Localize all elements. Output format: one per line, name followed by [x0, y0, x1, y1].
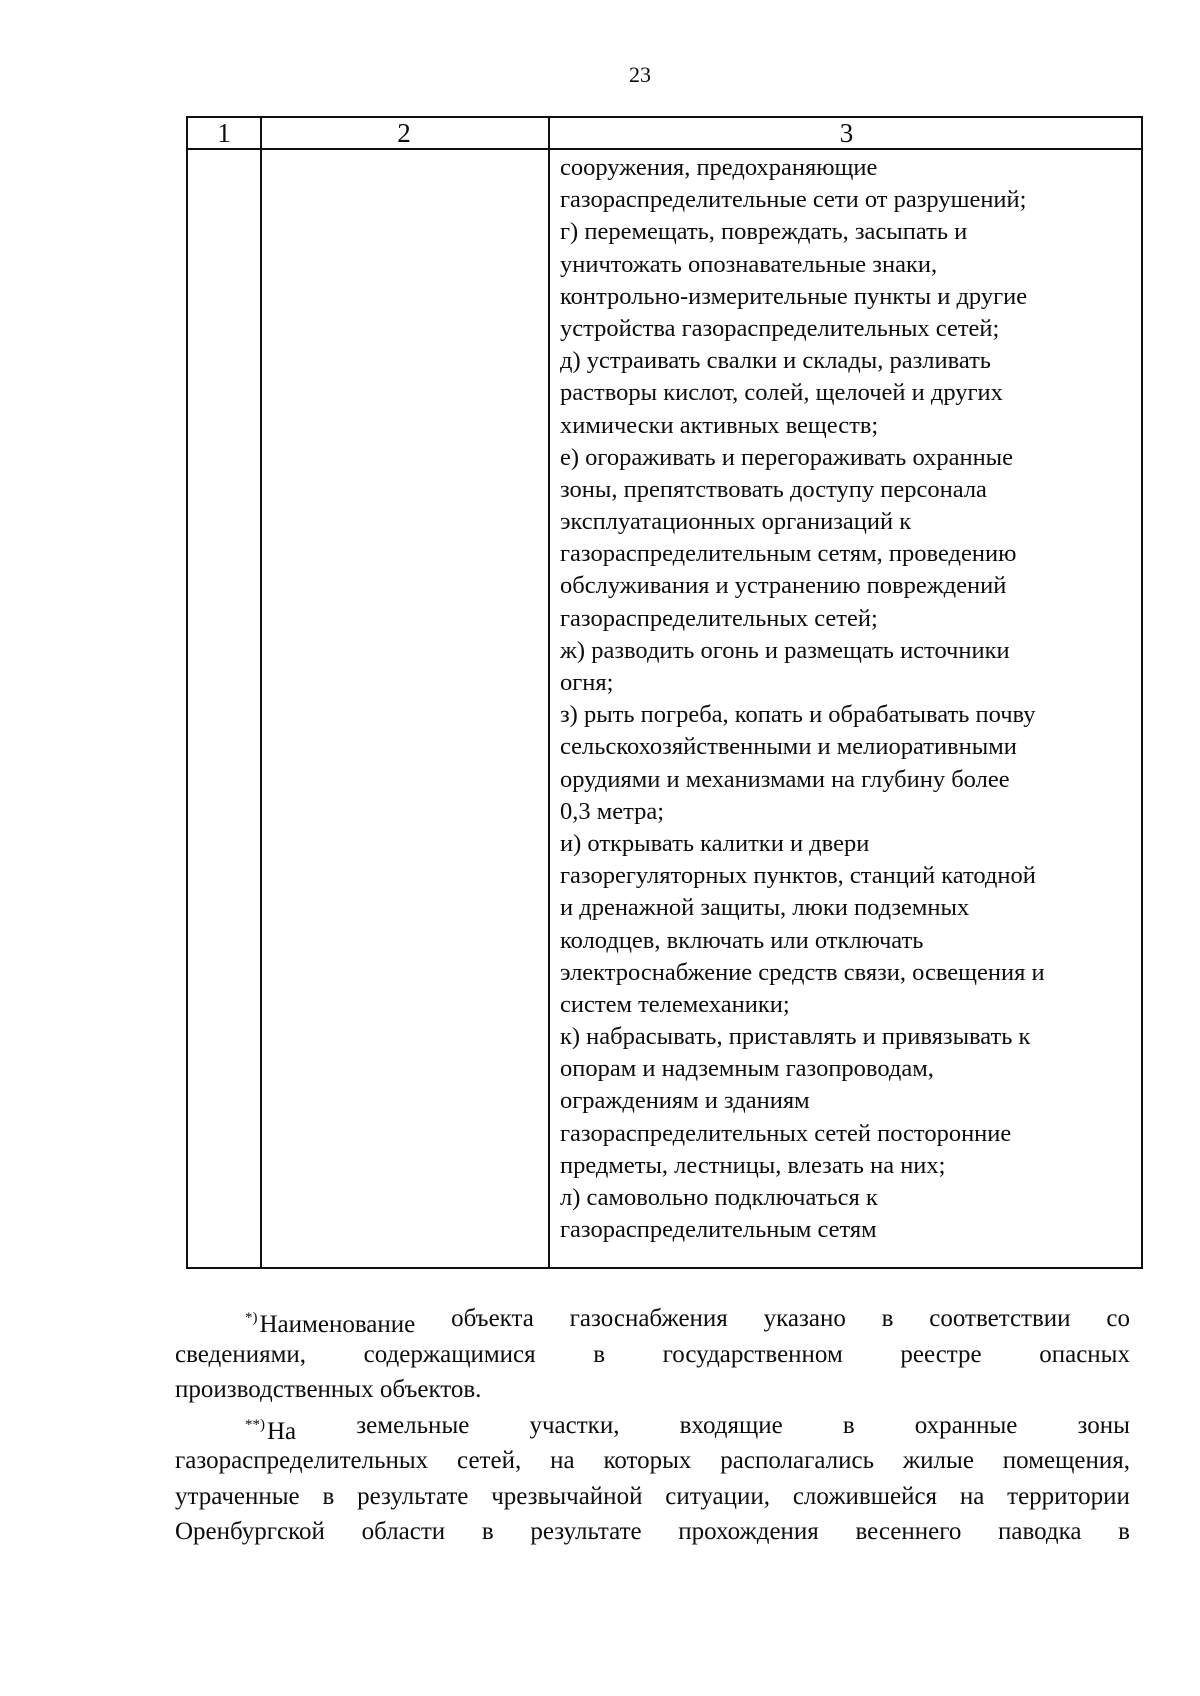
- footnote-word: охранные: [914, 1411, 1018, 1439]
- footnote-1-line: [175, 1372, 1130, 1408]
- table-cell-line: газораспределительным сетям, проведению: [560, 540, 1017, 568]
- table-cell-line: сельскохозяйственными и мелиоративными: [560, 733, 1017, 761]
- table-cell-line: и дренажной защиты, люки подземных: [560, 894, 970, 922]
- footnote-word-text: Наименование: [259, 1311, 416, 1338]
- column-divider: [260, 118, 262, 1267]
- footnote-2-line: [175, 1408, 1130, 1444]
- footnote-word: весеннего: [855, 1518, 962, 1545]
- footnote-word: со: [1106, 1305, 1130, 1332]
- footnote-word: ситуации,: [665, 1482, 770, 1510]
- footnote-word: государственном: [662, 1340, 843, 1368]
- footnote-word: в: [1118, 1518, 1130, 1545]
- footnote-word: реестре: [900, 1340, 982, 1368]
- footnote-word: жилые: [902, 1447, 974, 1474]
- footnote-word: в: [593, 1340, 606, 1368]
- footnote-text: производственных объектов.: [175, 1376, 482, 1403]
- footnote-word: сетей,: [457, 1447, 522, 1474]
- footnote-word: [245, 1408, 296, 1444]
- table-cell-line: зоны, препятствовать доступу персонала: [560, 475, 987, 503]
- footnote-word: в: [481, 1518, 494, 1545]
- table-cell-line: контрольно-измерительные пункты и другие: [560, 282, 1028, 310]
- table-cell-line: газораспределительные сети от разрушений;: [560, 186, 1027, 214]
- footnote-word: входящие: [679, 1411, 783, 1439]
- table-cell-line: газораспределительных сетей;: [560, 604, 878, 632]
- table-cell-line: г) перемещать, повреждать, засыпать и: [560, 218, 968, 246]
- table-cell-line: уничтожать опознавательные знаки,: [560, 250, 938, 278]
- table-cell-line: ограждениям и зданиям: [560, 1087, 810, 1115]
- table-cell-line: ж) разводить огонь и размещать источники: [560, 636, 1010, 664]
- table-cell-line: газораспределительных сетей посторонние: [560, 1119, 1012, 1147]
- footnote-word: соответствии: [929, 1305, 1071, 1332]
- column-3-content: [560, 152, 1140, 1246]
- footnote-word: прохождения: [678, 1518, 819, 1545]
- table-cell-line: колодцев, включать или отключать: [560, 926, 924, 954]
- header-divider: [188, 148, 1141, 150]
- table-cell-line: орудиями и механизмами на глубину более: [560, 765, 1010, 793]
- footnote-word: опасных: [1039, 1340, 1130, 1368]
- footnote-word: утраченные: [175, 1482, 300, 1510]
- footnote-word: паводка: [998, 1518, 1082, 1545]
- footnote-word: которых: [603, 1447, 692, 1474]
- footnote-word: в: [322, 1482, 335, 1510]
- restrictions-table: [186, 116, 1143, 1269]
- column-header-3: 3: [839, 118, 854, 148]
- footnote-1-line: [175, 1337, 1130, 1373]
- footnote-word: [245, 1301, 415, 1337]
- footnote-2-line: [175, 1479, 1130, 1515]
- footnote-word-text: На: [267, 1417, 297, 1445]
- footnote-word: располагались: [720, 1447, 875, 1474]
- footnote-word: сложившейся: [792, 1482, 938, 1510]
- footnote-word: на: [550, 1447, 575, 1474]
- footnote-word: помещения,: [1002, 1447, 1130, 1474]
- footnote-word: области: [361, 1518, 446, 1545]
- footnote-word: сведениями,: [175, 1340, 307, 1368]
- table-cell-line: д) устраивать свалки и склады, разливать: [560, 347, 991, 375]
- table-cell-line: обслуживания и устранению повреждений: [560, 572, 1007, 600]
- table-cell-line: з) рыть погреба, копать и обрабатывать почву: [560, 701, 1036, 729]
- footnote-2-line: [175, 1514, 1130, 1550]
- page-number: 23: [629, 62, 651, 87]
- footnote-word: результате: [357, 1482, 469, 1510]
- footnote-word: газоснабжения: [569, 1305, 728, 1332]
- footnote-word: в: [842, 1411, 855, 1439]
- footnote-word: газораспределительных: [175, 1447, 429, 1474]
- table-cell-line: химически активных веществ;: [560, 411, 879, 439]
- footnote-word: зоны: [1077, 1411, 1130, 1439]
- table-cell-line: сооружения, предохраняющие: [560, 154, 878, 181]
- column-header-1: 1: [217, 118, 231, 148]
- table-cell-line: растворы кислот, солей, щелочей и других: [560, 379, 1003, 407]
- table-cell-line: предметы, лестницы, влезать на них;: [560, 1151, 946, 1179]
- footnote-2-line: [175, 1443, 1130, 1479]
- footnote-mark: **): [245, 1416, 265, 1433]
- table-cell-line: 0,3 метра;: [560, 797, 665, 825]
- footnote-1-line: [175, 1301, 1130, 1337]
- table-cell-line: е) огораживать и перегораживать охранные: [560, 443, 1014, 471]
- footnote-word: указано: [763, 1305, 846, 1332]
- footnote-word: чрезвычайной: [491, 1482, 643, 1510]
- table-cell-line: газорегуляторных пунктов, станций катодной: [560, 862, 1036, 890]
- footnote-word: на: [959, 1482, 985, 1510]
- table-cell-line: огня;: [560, 669, 614, 696]
- table-cell-line: л) самовольно подключаться к: [560, 1184, 878, 1211]
- table-cell-line: систем телемеханики;: [560, 990, 790, 1018]
- footnote-word: участки,: [529, 1411, 620, 1439]
- footnote-mark: *): [245, 1310, 258, 1326]
- column-header-2: 2: [397, 118, 411, 148]
- column-divider: [548, 118, 550, 1267]
- footnote-word: содержащимися: [363, 1340, 536, 1368]
- table-cell-line: устройства газораспределительных сетей;: [560, 314, 1000, 342]
- table-cell-line: эксплуатационных организаций к: [560, 508, 912, 536]
- table-cell-line: опорам и надземным газопроводам,: [560, 1055, 934, 1083]
- table-cell-line: газораспределительным сетям: [560, 1216, 877, 1244]
- table-cell-line: и) открывать калитки и двери: [560, 829, 870, 857]
- footnote-word: объекта: [451, 1305, 534, 1332]
- footnotes: [175, 1301, 1130, 1550]
- footnote-word: в: [881, 1305, 894, 1332]
- footnote-word: земельные: [356, 1411, 470, 1439]
- footnote-word: территории: [1007, 1482, 1130, 1510]
- table-cell-line: к) набрасывать, приставлять и привязывать к: [560, 1023, 1031, 1051]
- table-cell-line: электроснабжение средств связи, освещения и: [560, 958, 1045, 986]
- footnote-word: Оренбургской: [175, 1518, 325, 1545]
- footnote-word: результате: [530, 1518, 642, 1545]
